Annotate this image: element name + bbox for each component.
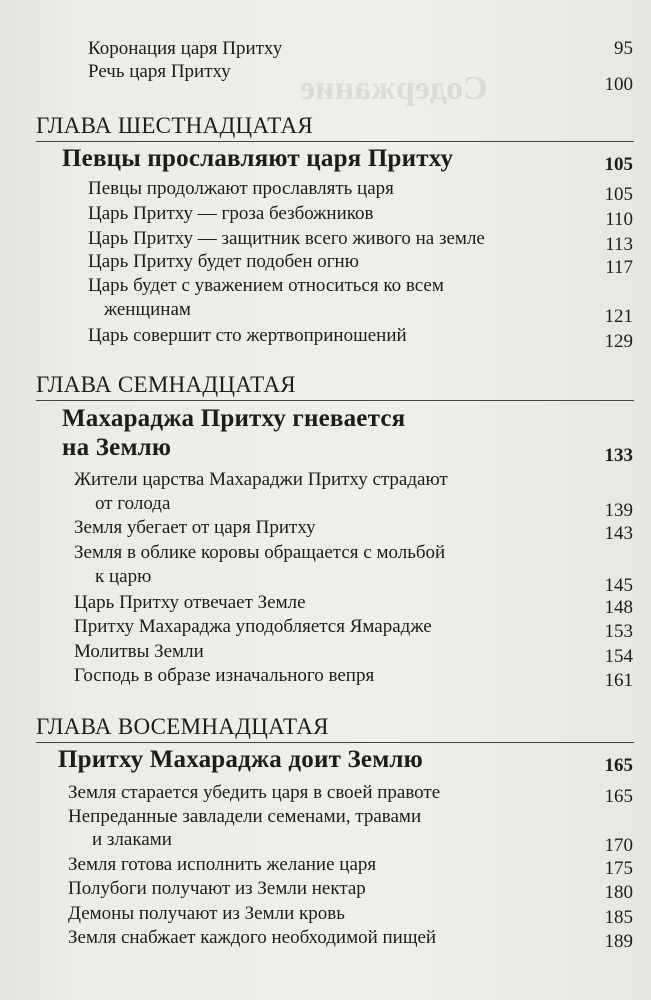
chapter-heading: ГЛАВА ВОСЕМНАДЦАТАЯ — [36, 714, 329, 739]
toc-entry-title: Царь Притху — гроза безбожников — [88, 203, 374, 224]
toc-entry-page: 105 — [604, 184, 633, 205]
toc-entry-title: Притху Махараджа уподобляется Ямарадже — [74, 616, 432, 637]
toc-entry-page: 148 — [604, 597, 633, 618]
toc-entry-page: 180 — [604, 882, 633, 903]
toc-entry-title-continued: к царю — [95, 566, 152, 587]
toc-entry-page: 189 — [604, 931, 633, 952]
toc-entry-title: Демоны получают из Земли кровь — [68, 903, 345, 924]
toc-entry-title: Непреданные завладели семенами, травами — [68, 806, 422, 827]
toc-entry-title: Земля в облике коровы обращается с мольбой — [74, 542, 446, 563]
toc-entry-title: Царь совершит сто жертвоприношений — [88, 325, 407, 346]
toc-entry-page: 165 — [604, 786, 633, 807]
toc-entry-title: Господь в образе изначального вепря — [74, 665, 375, 686]
chapter-title: Притху Махараджа доит Землю — [58, 746, 423, 773]
chapter-divider — [36, 400, 634, 401]
toc-entry-title-continued: от голода — [95, 493, 171, 514]
toc-entry-title: Земля старается убедить царя в своей правоте — [68, 782, 441, 803]
toc-entry-page: 117 — [605, 257, 633, 278]
toc-entry-page: 110 — [605, 209, 633, 230]
toc-entry-title: Жители царства Махараджи Притху страдают — [74, 469, 448, 490]
toc-entry-page: 154 — [604, 646, 633, 667]
toc-entry-title: Царь будет с уважением относиться ко всем — [88, 275, 444, 296]
toc-entry-title: Царь Притху отвечает Земле — [74, 592, 306, 613]
toc-entry-page: 121 — [604, 306, 633, 327]
toc-entry-page: 170 — [604, 835, 633, 856]
toc-entry-page: 129 — [604, 331, 633, 352]
toc-entry-page: 175 — [604, 858, 633, 879]
chapter-title-page: 105 — [604, 154, 633, 175]
toc-entry-title: Полубоги получают из Земли нектар — [68, 878, 366, 899]
chapter-title: Певцы прославляют царя Притху — [62, 145, 454, 172]
toc-entry-title-continued: женщинам — [104, 299, 191, 320]
toc-entry-page: 161 — [604, 670, 633, 691]
toc-entry-title: Царь Притху — защитник всего живого на земле — [88, 228, 485, 249]
show-through-text: Содержание — [300, 70, 488, 107]
toc-entry-page: 185 — [604, 907, 633, 928]
toc-entry-page: 153 — [604, 621, 633, 642]
toc-entry-page: 143 — [604, 523, 633, 544]
chapter-title-continued: на Землю — [62, 434, 172, 461]
toc-entry-page: 145 — [604, 575, 633, 596]
toc-entry-title: Царь Притху будет подобен огню — [88, 251, 359, 272]
toc-entry-title-continued: и злаками — [92, 829, 172, 850]
toc-entry-page: 95 — [614, 38, 633, 59]
toc-entry-page: 113 — [605, 234, 633, 255]
chapter-title-page: 165 — [604, 755, 633, 776]
toc-entry-page: 139 — [604, 500, 633, 521]
chapter-title-page: 133 — [604, 445, 633, 466]
toc-entry-title: Молитвы Земли — [74, 641, 204, 662]
chapter-title: Махараджа Притху гневается — [62, 405, 406, 432]
toc-entry-title: Певцы продолжают прославлять царя — [88, 178, 394, 199]
toc-entry-page: 100 — [604, 74, 633, 95]
chapter-divider — [36, 141, 634, 142]
toc-entry-title: Земля снабжает каждого необходимой пищей — [68, 927, 437, 948]
chapter-divider — [36, 742, 634, 743]
chapter-heading: ГЛАВА ШЕСТНАДЦАТАЯ — [36, 113, 314, 138]
toc-entry-title: Земля готова исполнить желание царя — [68, 854, 377, 875]
toc-entry-title: Земля убегает от царя Притху — [74, 517, 316, 538]
chapter-heading: ГЛАВА СЕМНАДЦАТАЯ — [36, 372, 296, 397]
toc-entry-title: Коронация царя Притху — [88, 38, 283, 59]
toc-entry-title: Речь царя Притху — [88, 61, 231, 82]
